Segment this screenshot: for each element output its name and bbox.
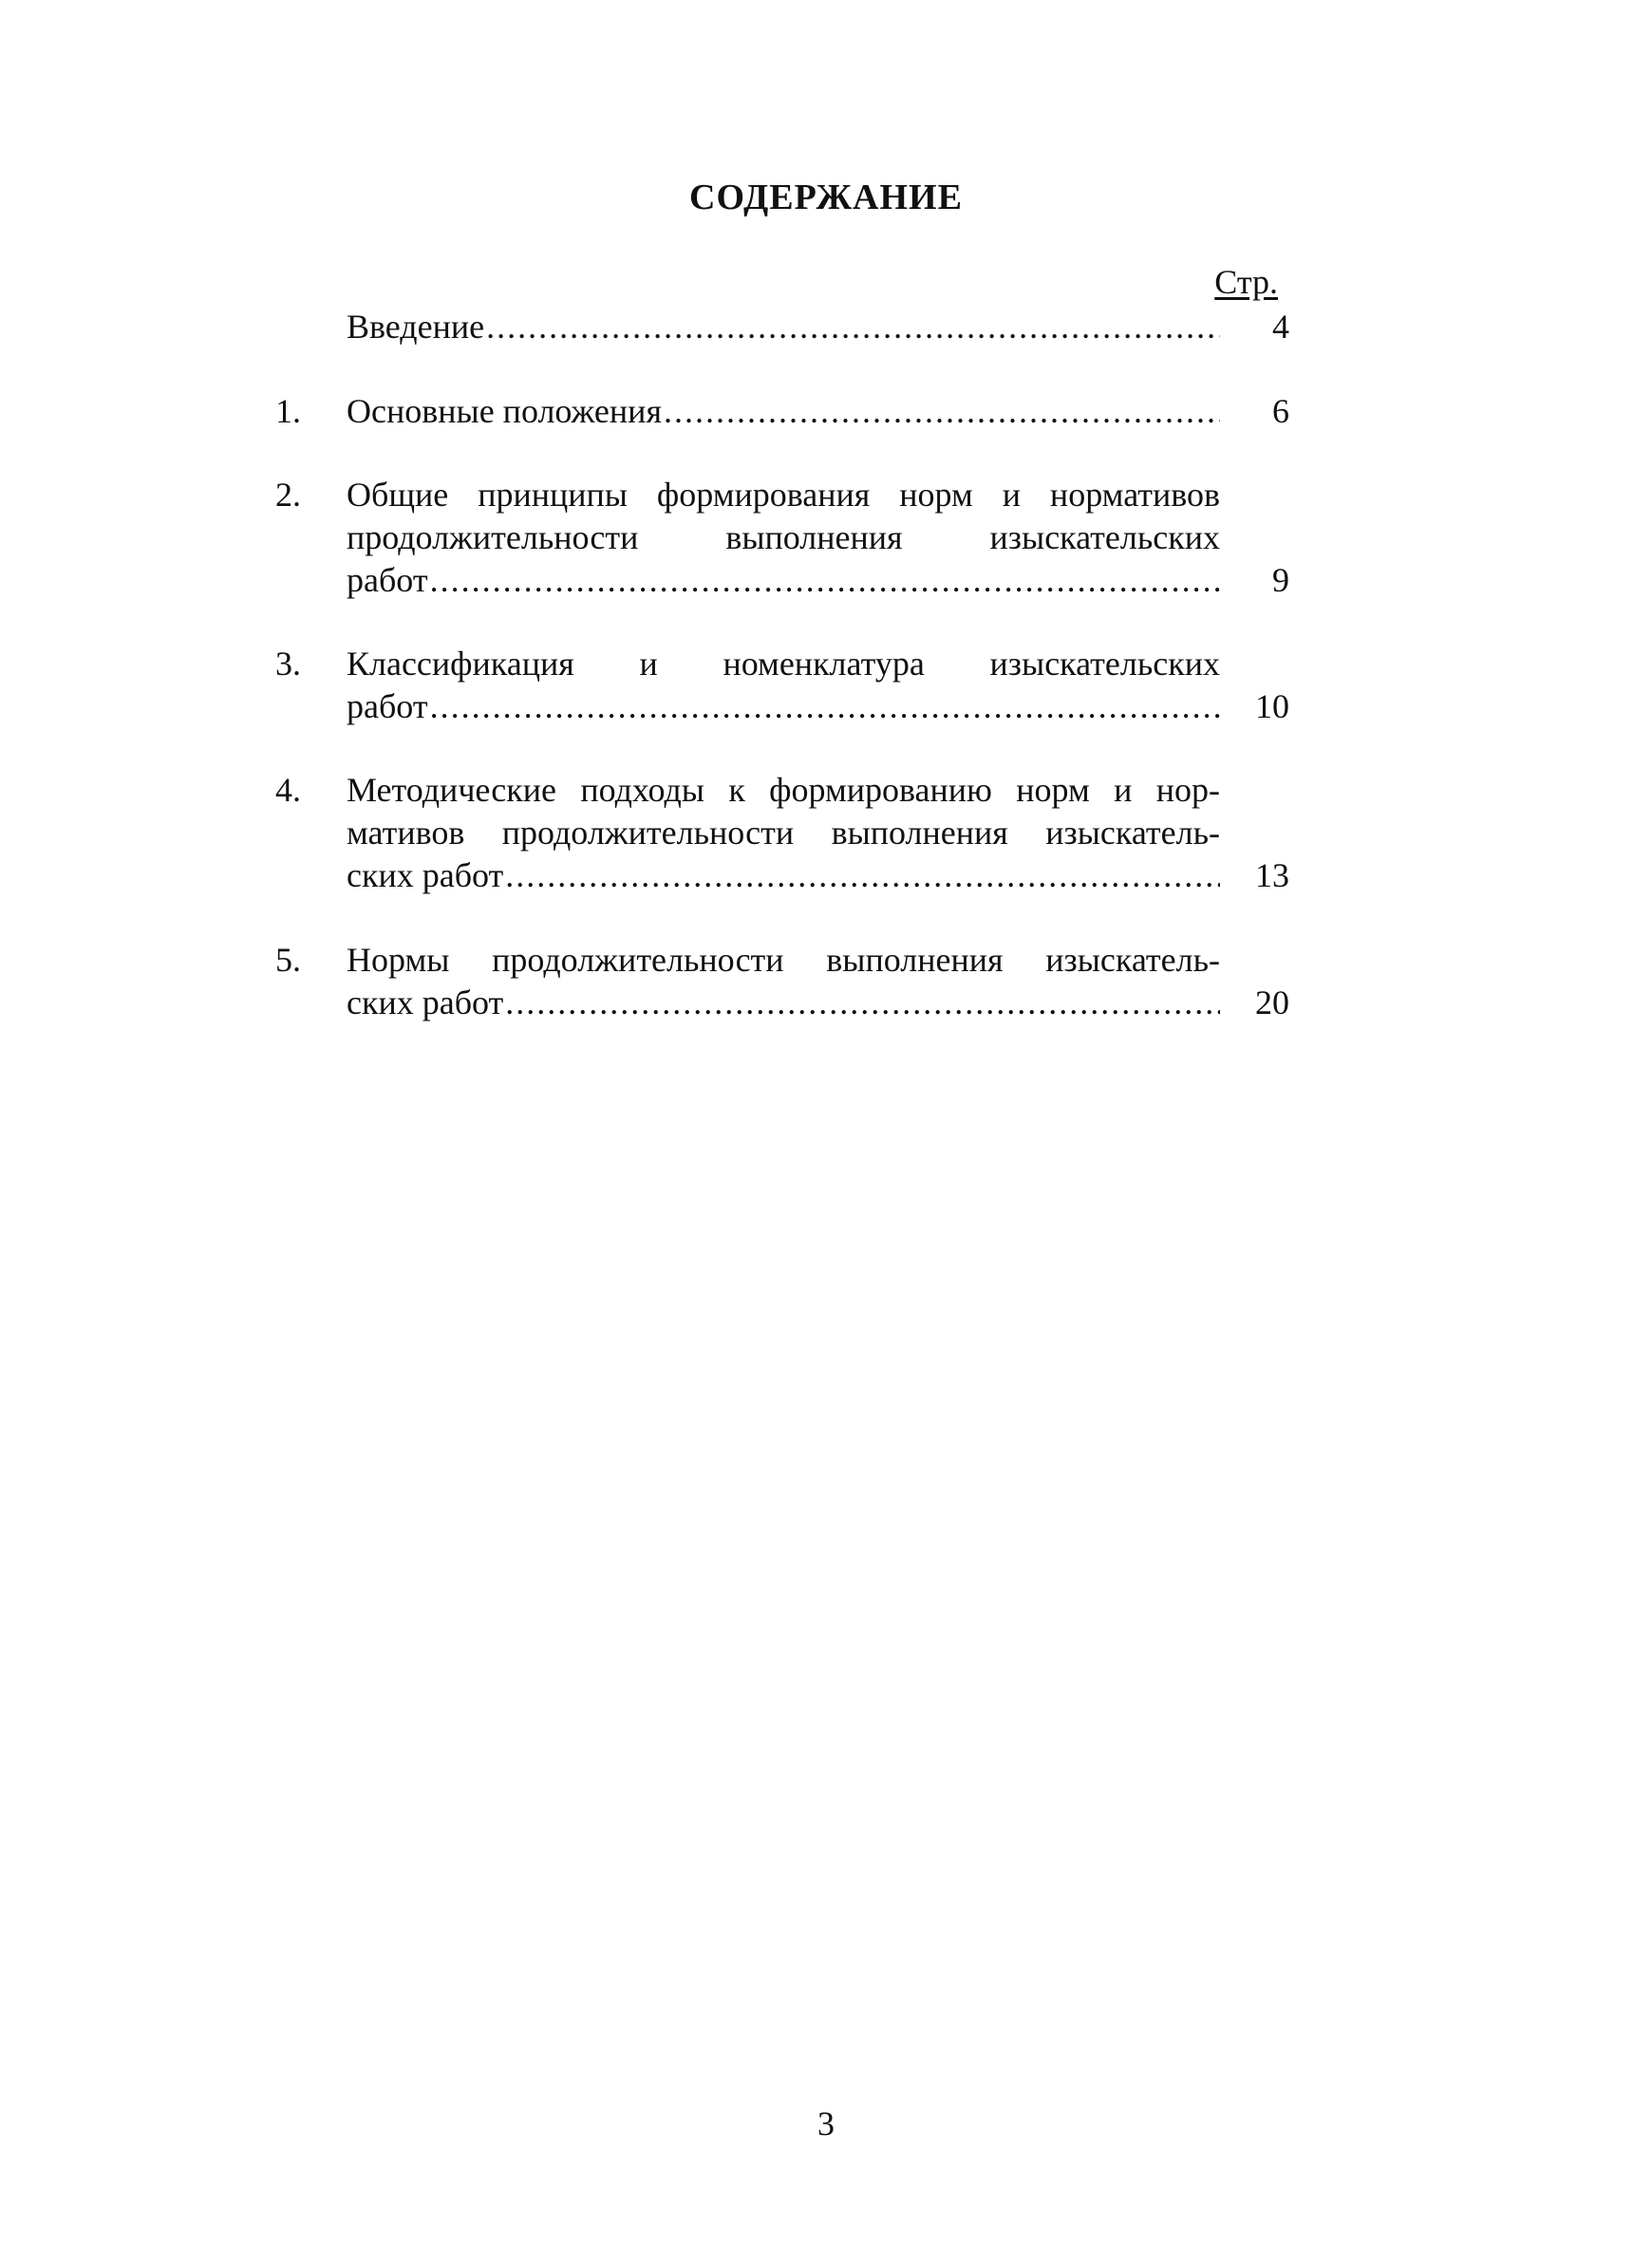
toc-entry-line: ских работ: [347, 856, 504, 894]
page-column-header: Стр.: [1214, 263, 1278, 301]
dot-leader: [430, 559, 1220, 602]
toc-entry-text: [347, 474, 1220, 602]
toc-entry-line: ских работ: [347, 984, 504, 1021]
dot-leader: [664, 390, 1220, 433]
toc-entry-label: Введение: [347, 308, 485, 346]
toc-entry-line: Нормы продолжительности выполнения изыскатель-: [347, 941, 1220, 979]
toc-entry-page: 20: [1255, 984, 1289, 1021]
toc-entry-page: 9: [1272, 561, 1289, 599]
toc-entry-text: [347, 306, 1220, 348]
dot-leader: [430, 685, 1220, 728]
toc-entry-text: [347, 769, 1220, 897]
toc-entry-text: [347, 643, 1220, 728]
toc-entry-page: 10: [1255, 687, 1289, 725]
toc-entry-page: 13: [1255, 856, 1289, 894]
dot-leader: [505, 982, 1220, 1024]
page-number: 3: [817, 2105, 835, 2143]
toc-entry-page: 4: [1272, 308, 1289, 346]
toc-entry-number: 2.: [275, 476, 301, 514]
toc-entry-number: 5.: [275, 941, 301, 979]
toc-entry-line: работ: [347, 561, 428, 599]
toc-entry-line: Общие принципы формирования норм и нормативов: [347, 476, 1220, 514]
toc-entry-text: [347, 939, 1220, 1024]
toc-entry-line: Методические подходы к формированию норм и нор-: [347, 771, 1220, 809]
toc-entry-label: Основные положения: [347, 392, 662, 430]
page-title: СОДЕРЖАНИЕ: [689, 178, 963, 217]
toc-entry-number: 3.: [275, 645, 301, 683]
dot-leader: [505, 854, 1220, 897]
dot-leader: [486, 306, 1220, 348]
toc-entry-number: 4.: [275, 771, 301, 809]
toc-entry-number: 1.: [275, 392, 301, 430]
toc-entry-line: мативов продолжительности выполнения изыскатель-: [347, 814, 1220, 852]
toc-entry-line: работ: [347, 687, 428, 725]
toc-entry-line: продолжительности выполнения изыскательских: [347, 518, 1220, 556]
toc-entry-page: 6: [1272, 392, 1289, 430]
toc-entry-text: [347, 390, 1220, 433]
toc-entry-line: Классификация и номенклатура изыскательских: [347, 645, 1220, 683]
